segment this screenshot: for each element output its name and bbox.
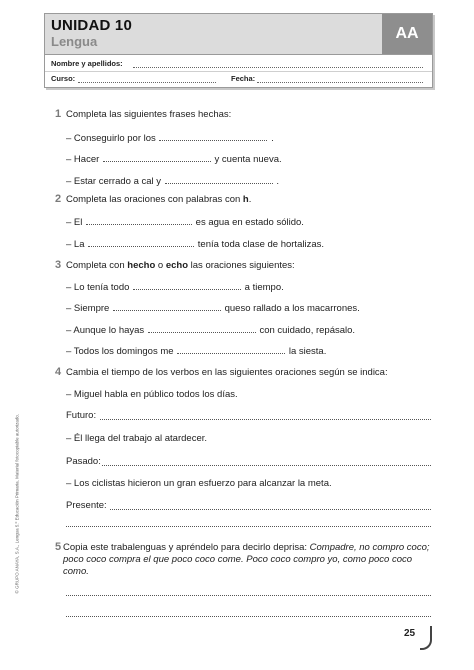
item-text: – La (66, 239, 85, 250)
blank-field[interactable] (148, 324, 256, 333)
item-text: – Siempre (66, 303, 110, 314)
exercise-2-prompt (66, 194, 251, 206)
blank-field[interactable] (88, 238, 194, 247)
page-number: 25 (404, 628, 416, 639)
item-text: – Lo tenía todo (66, 282, 130, 293)
exercise-4-sentence-1: – Miguel habla en público todos los días. (66, 389, 238, 400)
course-field[interactable] (78, 82, 216, 83)
item-text: – Todos los domingos me (66, 346, 174, 357)
item-text: – Estar cerrado a cal y (66, 176, 162, 187)
exercise-3-number: 3 (55, 259, 62, 271)
exercise-1-item-c (66, 175, 279, 188)
prompt-text: las oraciones siguientes: (190, 260, 295, 271)
copy-answer-line-1[interactable] (66, 595, 431, 596)
prompt-text: Copia este trabalenguas y apréndelo para decirlo deprisa: (63, 542, 307, 553)
exercise-1-prompt: Completa las siguientes frases hechas: (66, 109, 232, 120)
item-text: es agua en estado sólido. (195, 217, 304, 228)
name-field[interactable] (133, 67, 423, 68)
page-corner-mark (420, 626, 432, 650)
prompt-text: Completa las oraciones con palabras con (66, 194, 241, 205)
item-text: tenía toda clase de hortalizas. (197, 239, 324, 250)
blank-field[interactable] (86, 216, 192, 225)
prompt-text: o (157, 260, 164, 271)
past-label: Pasado: (66, 456, 101, 467)
blank-field[interactable] (177, 345, 285, 354)
item-text: y cuenta nueva. (214, 154, 282, 165)
exercise-5-number: 5 (55, 541, 62, 553)
item-text: . (271, 133, 274, 144)
present-answer-line[interactable] (110, 509, 431, 510)
item-text: – Hacer (66, 154, 100, 165)
prompt-keyword: echo (165, 260, 189, 271)
present-label: Presente: (66, 500, 107, 511)
item-text: a tiempo. (244, 282, 284, 293)
tongue-twister: Compadre, no compro coco; poco coco compra el que poco coco come. Poco coco compro yo, como poco coco como. (63, 542, 430, 577)
blank-field[interactable] (113, 302, 221, 311)
exercise-4-sentence-2: – Él llega del trabajo al atardecer. (66, 433, 208, 444)
date-field[interactable] (257, 82, 423, 83)
exercise-1-number: 1 (55, 108, 62, 120)
exercise-4-number: 4 (55, 366, 62, 378)
exercise-2-number: 2 (55, 193, 62, 205)
subject-name: Lengua (51, 34, 98, 49)
item-text: queso rallado a los macarrones. (224, 303, 360, 314)
copyright-note: © GRUPO ANAYA, S.A., Lengua 5.º Educación Primaria. Material fotocopiable autorizado. (14, 413, 20, 594)
worksheet-header (44, 13, 433, 88)
exercise-2-item-b (66, 238, 324, 251)
exercise-3-item-a (66, 281, 284, 294)
item-text: – El (66, 217, 83, 228)
level-badge: AA (382, 14, 432, 54)
exercise-2-item-a (66, 216, 304, 229)
exercise-3-item-c (66, 324, 355, 337)
past-answer-line[interactable] (102, 465, 431, 466)
future-label: Futuro: (66, 410, 97, 421)
extra-answer-line[interactable] (66, 526, 431, 527)
blank-field[interactable] (159, 132, 267, 141)
exercise-1-item-b (66, 153, 282, 166)
header-divider (45, 54, 432, 55)
copy-answer-line-2[interactable] (66, 616, 431, 617)
exercise-3-prompt (66, 260, 295, 272)
item-text: la siesta. (288, 346, 327, 357)
item-text: – Conseguirlo por los (66, 133, 156, 144)
prompt-text: . (248, 194, 252, 205)
exercise-4-prompt: Cambia el tiempo de los verbos en las siguientes oraciones según se indica: (66, 367, 388, 378)
future-answer-line[interactable] (100, 419, 431, 420)
blank-field[interactable] (133, 281, 241, 290)
header-divider-2 (45, 71, 432, 72)
name-label: Nombre y apellidos: (51, 59, 123, 68)
unit-title: UNIDAD 10 (51, 17, 132, 34)
exercise-3-item-b (66, 302, 360, 315)
prompt-keyword: h (242, 194, 249, 205)
course-label: Curso: (51, 74, 76, 83)
blank-field[interactable] (103, 153, 211, 162)
item-text: – Aunque lo hayas (66, 325, 145, 336)
prompt-keyword: hecho (127, 260, 156, 271)
item-text: con cuidado, repásalo. (259, 325, 356, 336)
exercise-4-sentence-3: – Los ciclistas hicieron un gran esfuerzo para alcanzar la meta. (66, 478, 332, 489)
date-label: Fecha: (231, 74, 256, 83)
exercise-3-item-d (66, 345, 326, 358)
exercise-1-item-a (66, 132, 274, 145)
prompt-text: Completa con (66, 260, 125, 271)
item-text: . (276, 176, 279, 187)
exercise-5-prompt (63, 542, 433, 578)
blank-field[interactable] (165, 175, 273, 184)
